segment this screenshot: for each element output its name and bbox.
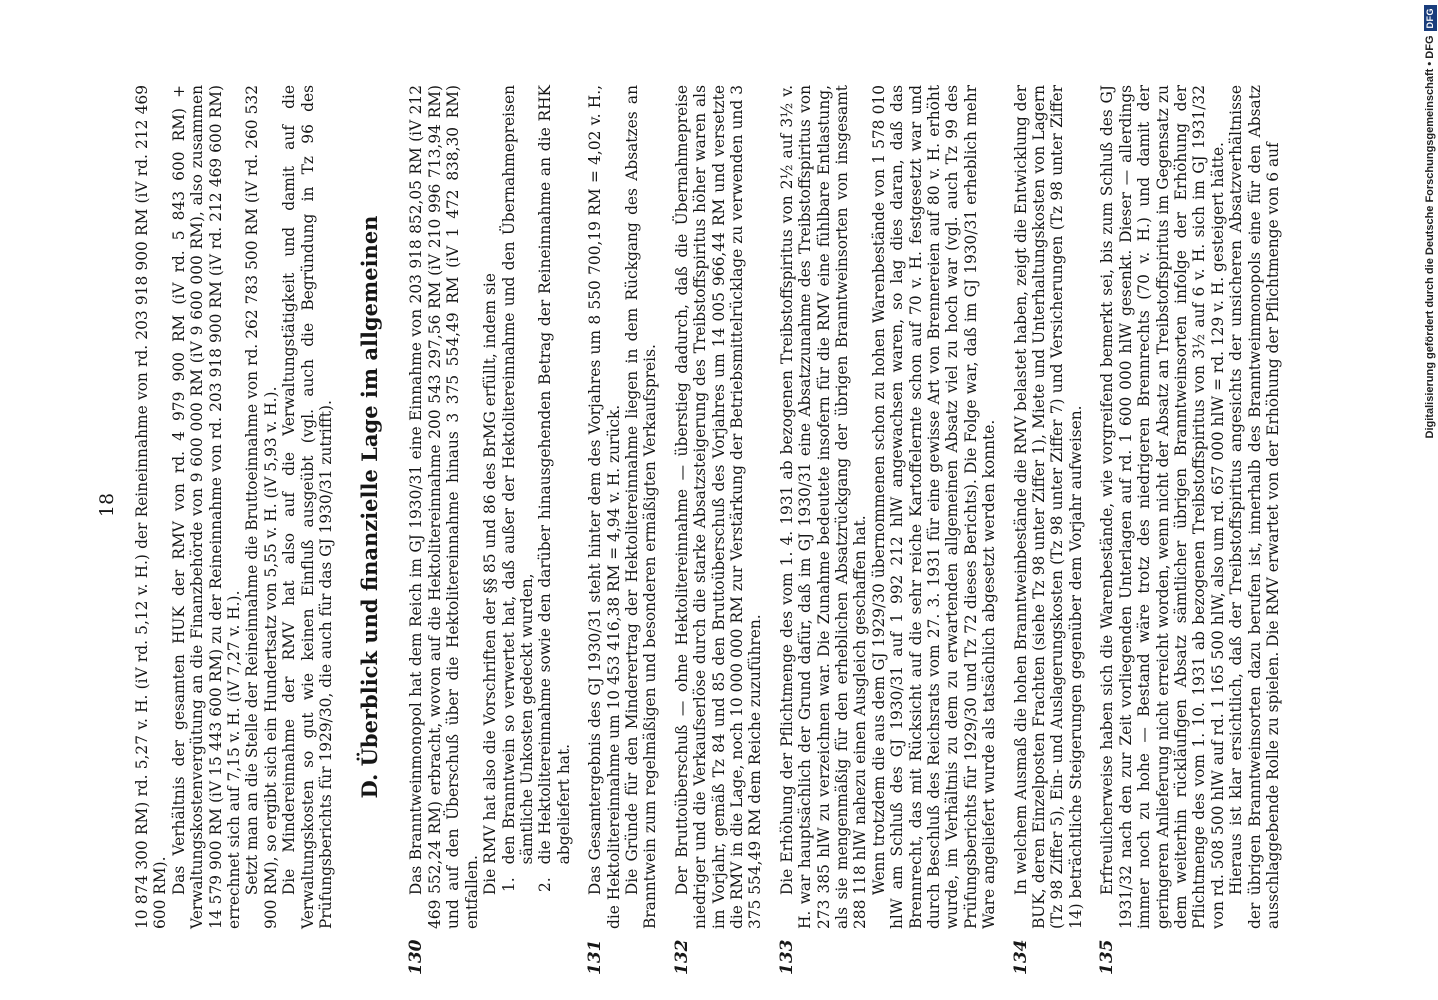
dfg-logo-icon: DFG [1424, 5, 1437, 32]
section-134 [1012, 85, 1086, 975]
section-130 [407, 85, 573, 975]
section-body [586, 85, 660, 929]
section-133 [778, 85, 999, 975]
section-body [778, 85, 999, 929]
paragraph: In welchem Ausmaß die hohen Branntweinbestände die RMV belastet haben, zeigt die Entwicklung der BUK, deren Einzelposten Frachten (siehe Tz 98 unter Ziffer 1), Miete und Unterhaltungskosten von Lagern (Tz 98 Ziffer 5), Ein- und Auslagerungskosten (Tz 98 unter Ziffer 7) und Versicherungen (Tz 98 unter Ziffer 14) beträchtliche Steigerungen gegenüber dem Vorjahr aufweisen. [1011, 85, 1085, 929]
paragraph: Die Erhöhung der Pflichtmenge des vom 1. 4. 1931 ab bezogenen Treibstoffspiritus von 2½ auf 3½ v. H. war hauptsächlich der Grund dafür, daß im GJ 1930/31 eine Absatzzunahme des Treibstoffspiritus von 273 385 hlW zu verzeichnen war. Die Zunahme bedeutete insofern für die RMV eine fühlbare Entlastung, als sie mengenmäßig für den erheblichen Absatzrückgang der übrigen Branntweinsorten von insgesamt 288 118 hlW nahezu einen Ausgleich geschaffen hat. [777, 85, 870, 929]
section-131 [586, 85, 660, 975]
paragraph: Wenn trotzdem die aus dem GJ 1929/30 übernommenen schon zu hohen Warenbestände von 1 578 010 hlW am Schluß des GJ 1930/31 auf 1 992 212 hlW angewachsen waren, so lag dies daran, daß das Brennrecht, das mit Rücksicht auf die sehr reiche Kartoffelernte schon auf 70 v. H. festgesetzt war und durch Beschluß des Reichsrats vom 27. 3. 1931 für eine gewisse Art von Brennereien auf 80 v. H. erhöht wurde, im Verhältnis zu dem zu erwartenden allgemeinen Absatz viel zu hoch war (vgl. auch Tz 99 des Prüfungsberichts für 1929/30 und Tz 72 dieses Berichts). Die Folge war, daß im GJ 1930/31 erheblich mehr Ware angeliefert wurde als tatsächlich abgesetzt werden konnte. [869, 85, 999, 929]
section-number: 131 [585, 939, 606, 975]
intro-section [133, 85, 335, 975]
rotated-page-content [95, 85, 1315, 975]
paragraph: Das Branntweinmonopol hat dem Reich im GJ 1930/31 eine Einnahme von 203 918 852,05 RM (iV 212 469 552,24 RM) erbracht, wovon auf die Hektolitereinnahme 200 543 297,56 RM (iV 210 996 713,94 RM) und auf den Überschuß über die Hektolitereinnahme hinaus 3 375 554,49 RM (iV 1 472 838,30 RM) entfallen. [407, 85, 481, 929]
paragraph: Der Bruttoüberschuß — ohne Hektolitereinnahme — überstieg dadurch, daß die Übernahmepreise niedriger und die Verkaufserlöse durch die starke Absatzsteigerung des Treibstoffspiritus höher waren als im Vorjahr, gemäß Tz 84 und 85 den Bruttoüberschuß des Vorjahres um 14 005 966,44 RM und versetzte die RMV in die Lage, noch 10 000 000 RM zur Verstärkung der Betriebsmittelrücklage zu verwenden und 3 375 554,49 RM dem Reiche zuzuführen. [672, 85, 765, 929]
section-number: 134 [1010, 939, 1031, 975]
list-item-text: den Branntwein so verwertet hat, daß außer der Hektolitereinnahme und den Übernahmepreisen sämtliche Unkosten gedeckt wurden, [499, 85, 536, 865]
intro-paragraph-3: Setzt man an die Stelle der Reineinnahme die Bruttoeinnahme von rd. 262 783 500 RM (iV rd. 260 532 900 RM), so ergibt sich ein Hundertsatz von 5,55 v. H. (iV 5,93 v. H.). [243, 85, 280, 929]
digitization-note-text: Digitalisierung gefördert durch die Deutsche Forschungsgemeinschaft • DFG [1424, 35, 1436, 439]
digitization-note [1422, 5, 1438, 995]
paragraph: Hieraus ist klar ersichtlich, daß der Treibstoffspiritus angesichts der unsicheren Absatzverhältnisse der übrigen Branntweinsorten dazu berufen ist, innerhalb des Branntweinmonopols eine für den Absatz ausschlaggebende Rolle zu spielen. Die RMV erwartet von der Erhöhung der Pflichtmenge von 6 auf [1227, 85, 1282, 929]
list-item-number: 2. [536, 877, 555, 893]
section-heading: D. Überblick und finanzielle Lage im allgemeinen [357, 215, 383, 799]
paragraph: Die Gründe für den Minderertrag der Hektolitereinnahme liegen in dem Rückgang des Absatzes an Branntwein zum regelmäßigen und besonderen ermäßigten Verkaufspreis. [622, 85, 660, 929]
section-body [1098, 85, 1282, 929]
list-item [500, 85, 537, 929]
section-number: 130 [406, 939, 427, 975]
list-item-number: 1. [499, 877, 518, 893]
intro-body [133, 85, 335, 929]
intro-paragraph-2: Das Verhältnis der gesamten HUK der RMV von rd. 4 979 900 RM (iV rd. 5 843 600 RM) + Verwaltungskostenvergütung an die Finanzbehörde von 9 600 000 RM (iV 9 600 000 RM), also zusammen 14 579 900 RM (iV 15 443 600 RM) zu der Reineinnahme von rd. 203 918 900 RM (iV rd. 212 469 600 RM) errechnet sich auf 7,15 v. H. (iV 7,27 v. H.). [169, 85, 244, 929]
section-number: 135 [1097, 939, 1118, 975]
section-body [1012, 85, 1086, 929]
section-body [407, 85, 573, 929]
section-135 [1098, 85, 1282, 975]
list-item [536, 85, 573, 929]
paragraph: Die RMV hat also die Vorschriften der §§ 85 und 86 des BrMG erfüllt, indem sie [481, 273, 500, 896]
page-number: 18 [96, 492, 118, 518]
section-body [673, 85, 765, 929]
list-item-text: die Hektolitereinnahme sowie den darüber hinausgehenden Betrag der Reineinnahme an die RHK abgeliefert hat. [536, 85, 573, 865]
intro-paragraph-1: 10 874 300 RM) rd. 5,27 v. H. (iV rd. 5,12 v. H.) der Reineinnahme von rd. 203 918 900 RM (iV rd. 212 469 600 RM). [133, 85, 170, 929]
section-number: 132 [671, 939, 692, 975]
paragraph: Das Gesamtergebnis des GJ 1930/31 steht hinter dem des Vorjahres um 8 550 700,19 RM = 4,02 v. H., die Hektolitereinnahme um 10 453 416,38 RM = 4,94 v. H. zurück. [586, 85, 623, 929]
paragraph: Erfreulicherweise haben sich die Warenbestände, wie vorgreifend bemerkt sei, bis zum Schluß des GJ 1931/32 nach den zur Zeit vorliegenden Unterlagen auf rd. 1 600 000 hlW gesenkt. Dieser — allerdings immer noch zu hohe — Bestand wäre trotz des niedrigeren Brennrechts (70 v. H.) und damit der geringeren Anlieferung nicht erreicht worden, wenn nicht der Absatz an Treibstoffspiritus im Gegensatz zu dem weiterhin rückläufigen Absatz sämtlicher übrigen Branntweinsorten infolge der Erhöhung der Pflichtmenge des vom 1. 10. 1931 ab bezogenen Treibstoffspiritus von 3½ auf 6 v. H. sich im GJ 1931/32 von rd. 508 500 hlW auf rd. 1 165 500 hlW, also um rd. 657 000 hlW = rd. 129 v. H. gesteigert hätte. [1098, 85, 1227, 929]
section-132 [673, 85, 765, 975]
section-number: 133 [776, 939, 797, 975]
intro-paragraph-4: Die Mindereinnahme der RMV hat also auf die Verwaltungstätigkeit und damit auf die Verwaltungskosten so gut wie keinen Einfluß ausgeübt (vgl. auch die Begründung in Tz 96 des Prüfungsberichts für 1929/30, die auch für das GJ 1930/31 zutrifft). [280, 85, 336, 929]
